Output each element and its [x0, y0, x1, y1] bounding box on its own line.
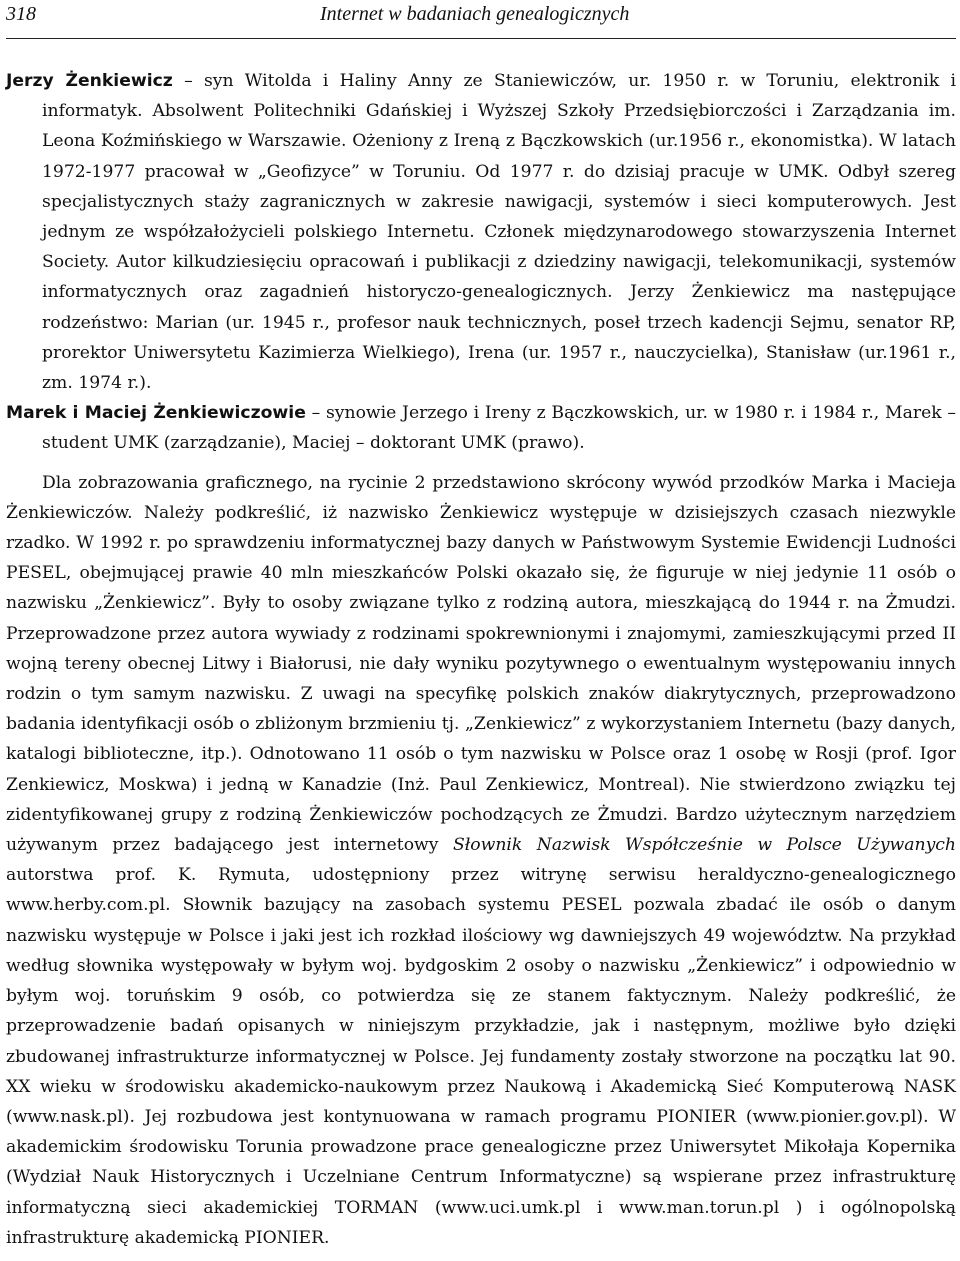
running-head-title: Internet w badaniach genealogicznych — [320, 3, 630, 25]
bio-text: – synowie Jerzego i Ireny z Bączkowskich, ur. w 1980 r. i 1984 r., Marek – student UMK (zarządzanie), Maciej – doktorant UMK (prawo). — [42, 403, 957, 454]
narrative-paragraph — [6, 468, 956, 1253]
body-text — [6, 66, 956, 1253]
bio-text: – syn Witolda i Haliny Anny ze Staniewiczów, ur. 1950 r. w Toruniu, elektronik i informatyk. Absolwent Politechniki Gdańskiej i Wyższej Szkoły Przedsiębiorczości i Zarządzania im. Leona Koźmińskiego w Warszawie. Ożeniony z Ireną z Bączkowskich (ur.1956 r., ekonomistka). W latach 1972-1977 pracował w „Geofizyce” w Toruniu. Od 1977 r. do dzisiaj pracuje w UMK. Odbył szereg specjalistycznych staży zagranicznych w zakresie nawigacji, systemów i sieci komputerowych. Jest jednym ze współzałożycieli polskiego Internetu. Członek międzynarodowego stowarzyszenia Internet Society. Autor kilkudziesięciu opracowań i publikacji z dziedziny nawigacji, telekomunikacji, systemów informatycznych oraz zagadnień historyczo-genealogicznych. Jerzy Żenkiewicz ma następujące rodzeństwo: Marian (ur. 1945 r., profesor nauk technicznych, poseł trzech kadencji Sejmu, senator RP, prorektor Uniwersytetu Kazimierza Wielkiego), Irena (ur. 1957 r., nauczycielka), Stanisław (ur.1961 r., zm. 1974 r.). — [42, 71, 957, 394]
bio-name: Jerzy Żenkiewicz — [6, 71, 173, 91]
narrative-text-part1: Dla zobrazowania graficznego, na rycinie 2 przedstawiono skrócony wywód przodków Marka i Macieja Żenkiewiczów. Należy podkreślić, iż nazwisko Żenkiewicz występuje w dzisiejszych czasach niezwykle rzadko. W 1992 r. po sprawdzeniu informatycznej bazy danych w Państwowym Systemie Ewidencji Ludności PESEL, obejmującej prawie 40 mln mieszkańców Polski okazało się, że figuruje w niej jedynie 11 osób o nazwisku „Żenkiewicz”. Były to osoby związane tylko z rodziną autora, mieszkającą do 1944 r. na Żmudzi. Przeprowadzone przez autora wywiady z rodzinami spokrewnionymi i znajomymi, zamieszkującymi przed II wojną tereny obecnej Litwy i Białorusi, nie dały wyniku pozytywnego o ewentualnym występowaniu innych rodzin o tym samym nazwisku. Z uwagi na specyfikę polskich znaków diakrytycznych, przeprowadzono badania identyfikacji osób o zbliżonym brzmieniu tj. „Zenkiewicz” z wykorzystaniem Internetu (bazy danych, katalogi biblioteczne, itp.). Odnotowano 11 osób o tym nazwisku w Polsce oraz 1 osobę w Rosji (prof. Igor Zenkiewicz, Moskwa) i jedną w Kanadzie (Inż. Paul Zenkiewicz, Montreal). Nie stwierdzono związku tej zidentyfikowanej grupy z rodziną Żenkiewiczów pochodzących ze Żmudzi. Bardzo użytecznym narzędziem używanym przez badającego jest internetowy — [6, 472, 956, 856]
bio-name: Marek i Maciej Żenkiewiczowie — [6, 403, 306, 424]
bio-entry-marek-maciej — [6, 398, 956, 458]
page-number: 318 — [6, 3, 36, 25]
book-page — [6, 0, 958, 1261]
narrative-text-part2: autorstwa prof. K. Rymuta, udostępniony przez witrynę serwisu heraldyczno-genealogicznego www.herby.com.pl. Słownik bazujący na zasobach systemu PESEL pozwala zbadać ile osób o danym nazwisku występuje w Polsce i jaki jest ich rozkład ilościowy wg dawniejszych 49 województw. Na przykład według słownika występowały w byłym woj. bydgoskim 2 osoby o nazwisku „Żenkiewicz” i odpowiednio w byłym woj. toruńskim 9 osób, co potwierdza się ze stanem faktycznym. Należy podkreślić, że przeprowadzenie badań opisanych w niniejszym przykładzie, jak i następnym, możliwe było dzięki zbudowanej infrastrukturze informatycznej w Polsce. Jej fundamenty zostały stworzone na początku lat 90. XX wieku w środowisku akademicko-naukowym przez Naukową i Akademicką Sieć Komputerową NASK (www.nask.pl). Jej rozbudowa jest kontynuowana w ramach programu PIONIER (www.pionier.gov.pl). W akademickim środowisku Torunia prowadzone prace genealogiczne przez Uniwersytet Mikołaja Kopernika (Wydział Nauk Historycznych i Uczelniane Centrum Informatyczne) są wspierane przez infrastrukturę informatyczną sieci akademickiej TORMAN (www.uci.umk.pl i www.man.torun.pl ) i ogólnopolską infrastrukturę akademicką PIONIER. — [6, 865, 956, 1248]
bio-entry-jerzy — [6, 66, 956, 398]
header-rule — [6, 38, 956, 39]
dictionary-title: Słownik Nazwisk Współcześnie w Polsce Używanych — [452, 835, 956, 856]
running-head — [6, 2, 958, 26]
